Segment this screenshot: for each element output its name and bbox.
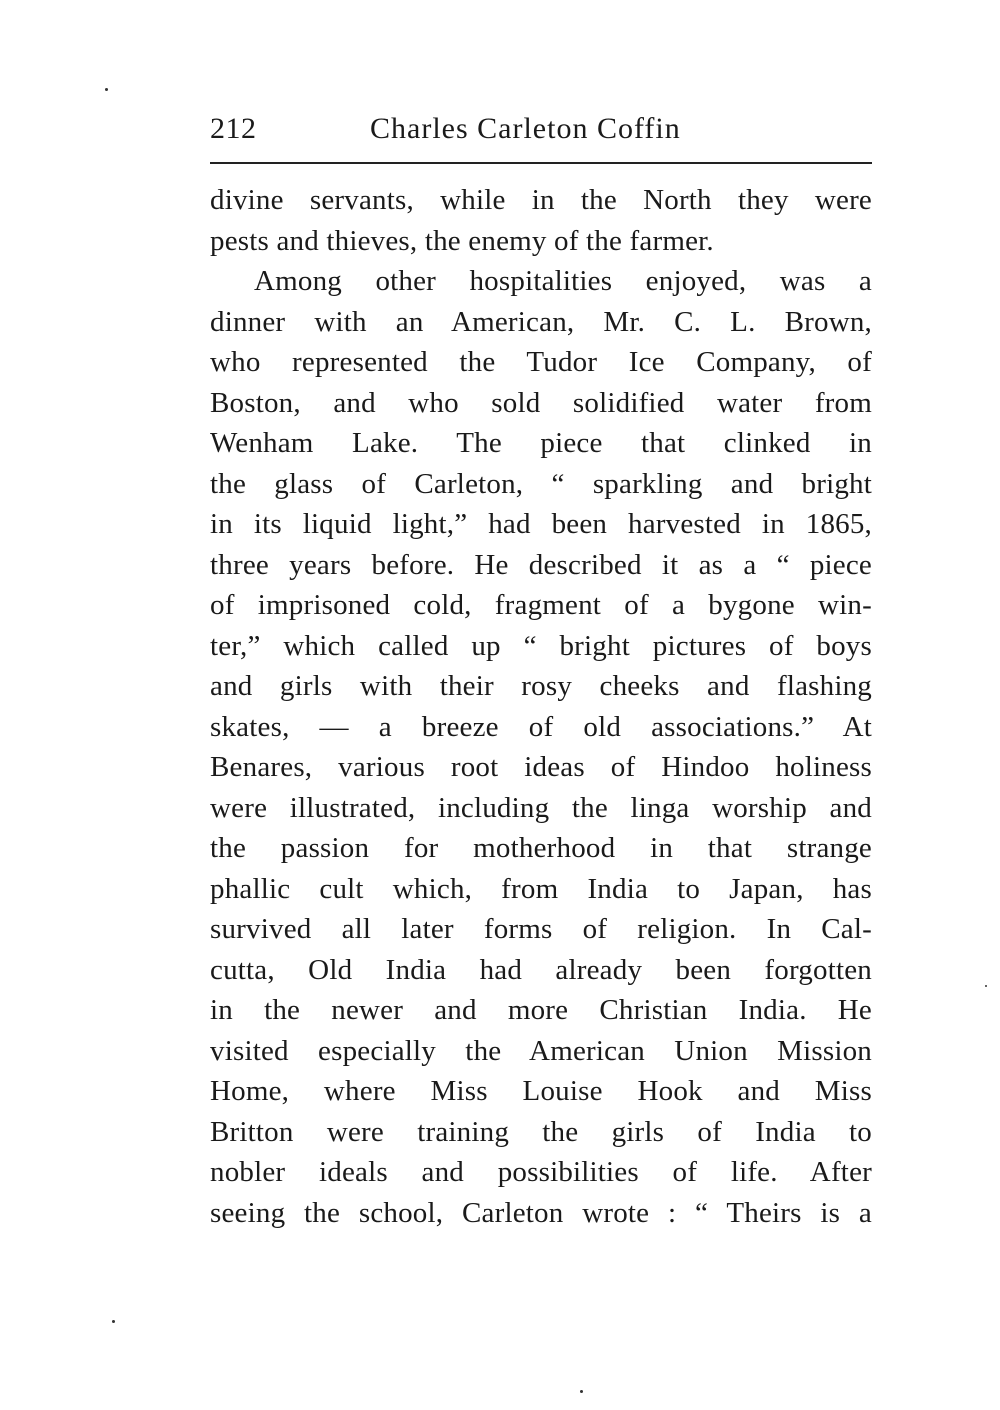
text-line: the passion for motherhood in that strange (210, 832, 872, 864)
text-line: in the newer and more Christian India. He (210, 994, 872, 1026)
text-line: of imprisoned cold, fragment of a bygone win- (210, 589, 872, 621)
running-title: Charles Carleton Coffin (370, 112, 681, 145)
text-line: phallic cult which, from India to Japan, has (210, 872, 872, 905)
text-line: the glass of Carleton, “ sparkling and bright (210, 467, 872, 500)
text-line: who represented the Tudor Ice Company, of (210, 346, 872, 378)
text-line: in its liquid light,” had been harvested in 1865, (210, 508, 872, 540)
text-line: divine servants, while in the North they were (210, 184, 872, 216)
text-line: visited especially the American Union Mission (210, 1034, 872, 1067)
scan-speck (112, 1320, 115, 1323)
text-line: seeing the school, Carleton wrote : “ Theirs is a (210, 1196, 872, 1229)
text-line: Wenham Lake. The piece that clinked in (210, 427, 872, 459)
text-line: Boston, and who sold solidified water from (210, 386, 872, 419)
text-line: nobler ideals and possibilities of life. After (210, 1156, 872, 1188)
running-head (210, 112, 872, 152)
header-rule (210, 162, 872, 164)
text-line: Home, where Miss Louise Hook and Miss (210, 1075, 872, 1107)
text-line: pests and thieves, the enemy of the farmer. (210, 224, 714, 257)
text-line: were illustrated, including the linga worship and (210, 791, 872, 824)
text-line: and girls with their rosy cheeks and flashing (210, 670, 872, 702)
text-line: Benares, various root ideas of Hindoo holiness (210, 751, 872, 783)
text-line: Britton were training the girls of India to (210, 1115, 872, 1148)
text-line: Among other hospitalities enjoyed, was a (254, 265, 872, 297)
text-line: ter,” which called up “ bright pictures of boys (210, 629, 872, 662)
text-line: dinner with an American, Mr. C. L. Brown, (210, 305, 872, 338)
scan-speck (105, 88, 108, 91)
text-line: three years before. He described it as a “ piece (210, 548, 872, 581)
page-number: 212 (210, 112, 257, 145)
text-line: cutta, Old India had already been forgotten (210, 953, 872, 986)
text-line: survived all later forms of religion. In Cal- (210, 913, 872, 945)
body-text (210, 180, 872, 1233)
scan-speck (580, 1390, 583, 1393)
scan-speck (985, 985, 987, 987)
text-line: skates, — a breeze of old associations.” At (210, 710, 872, 743)
